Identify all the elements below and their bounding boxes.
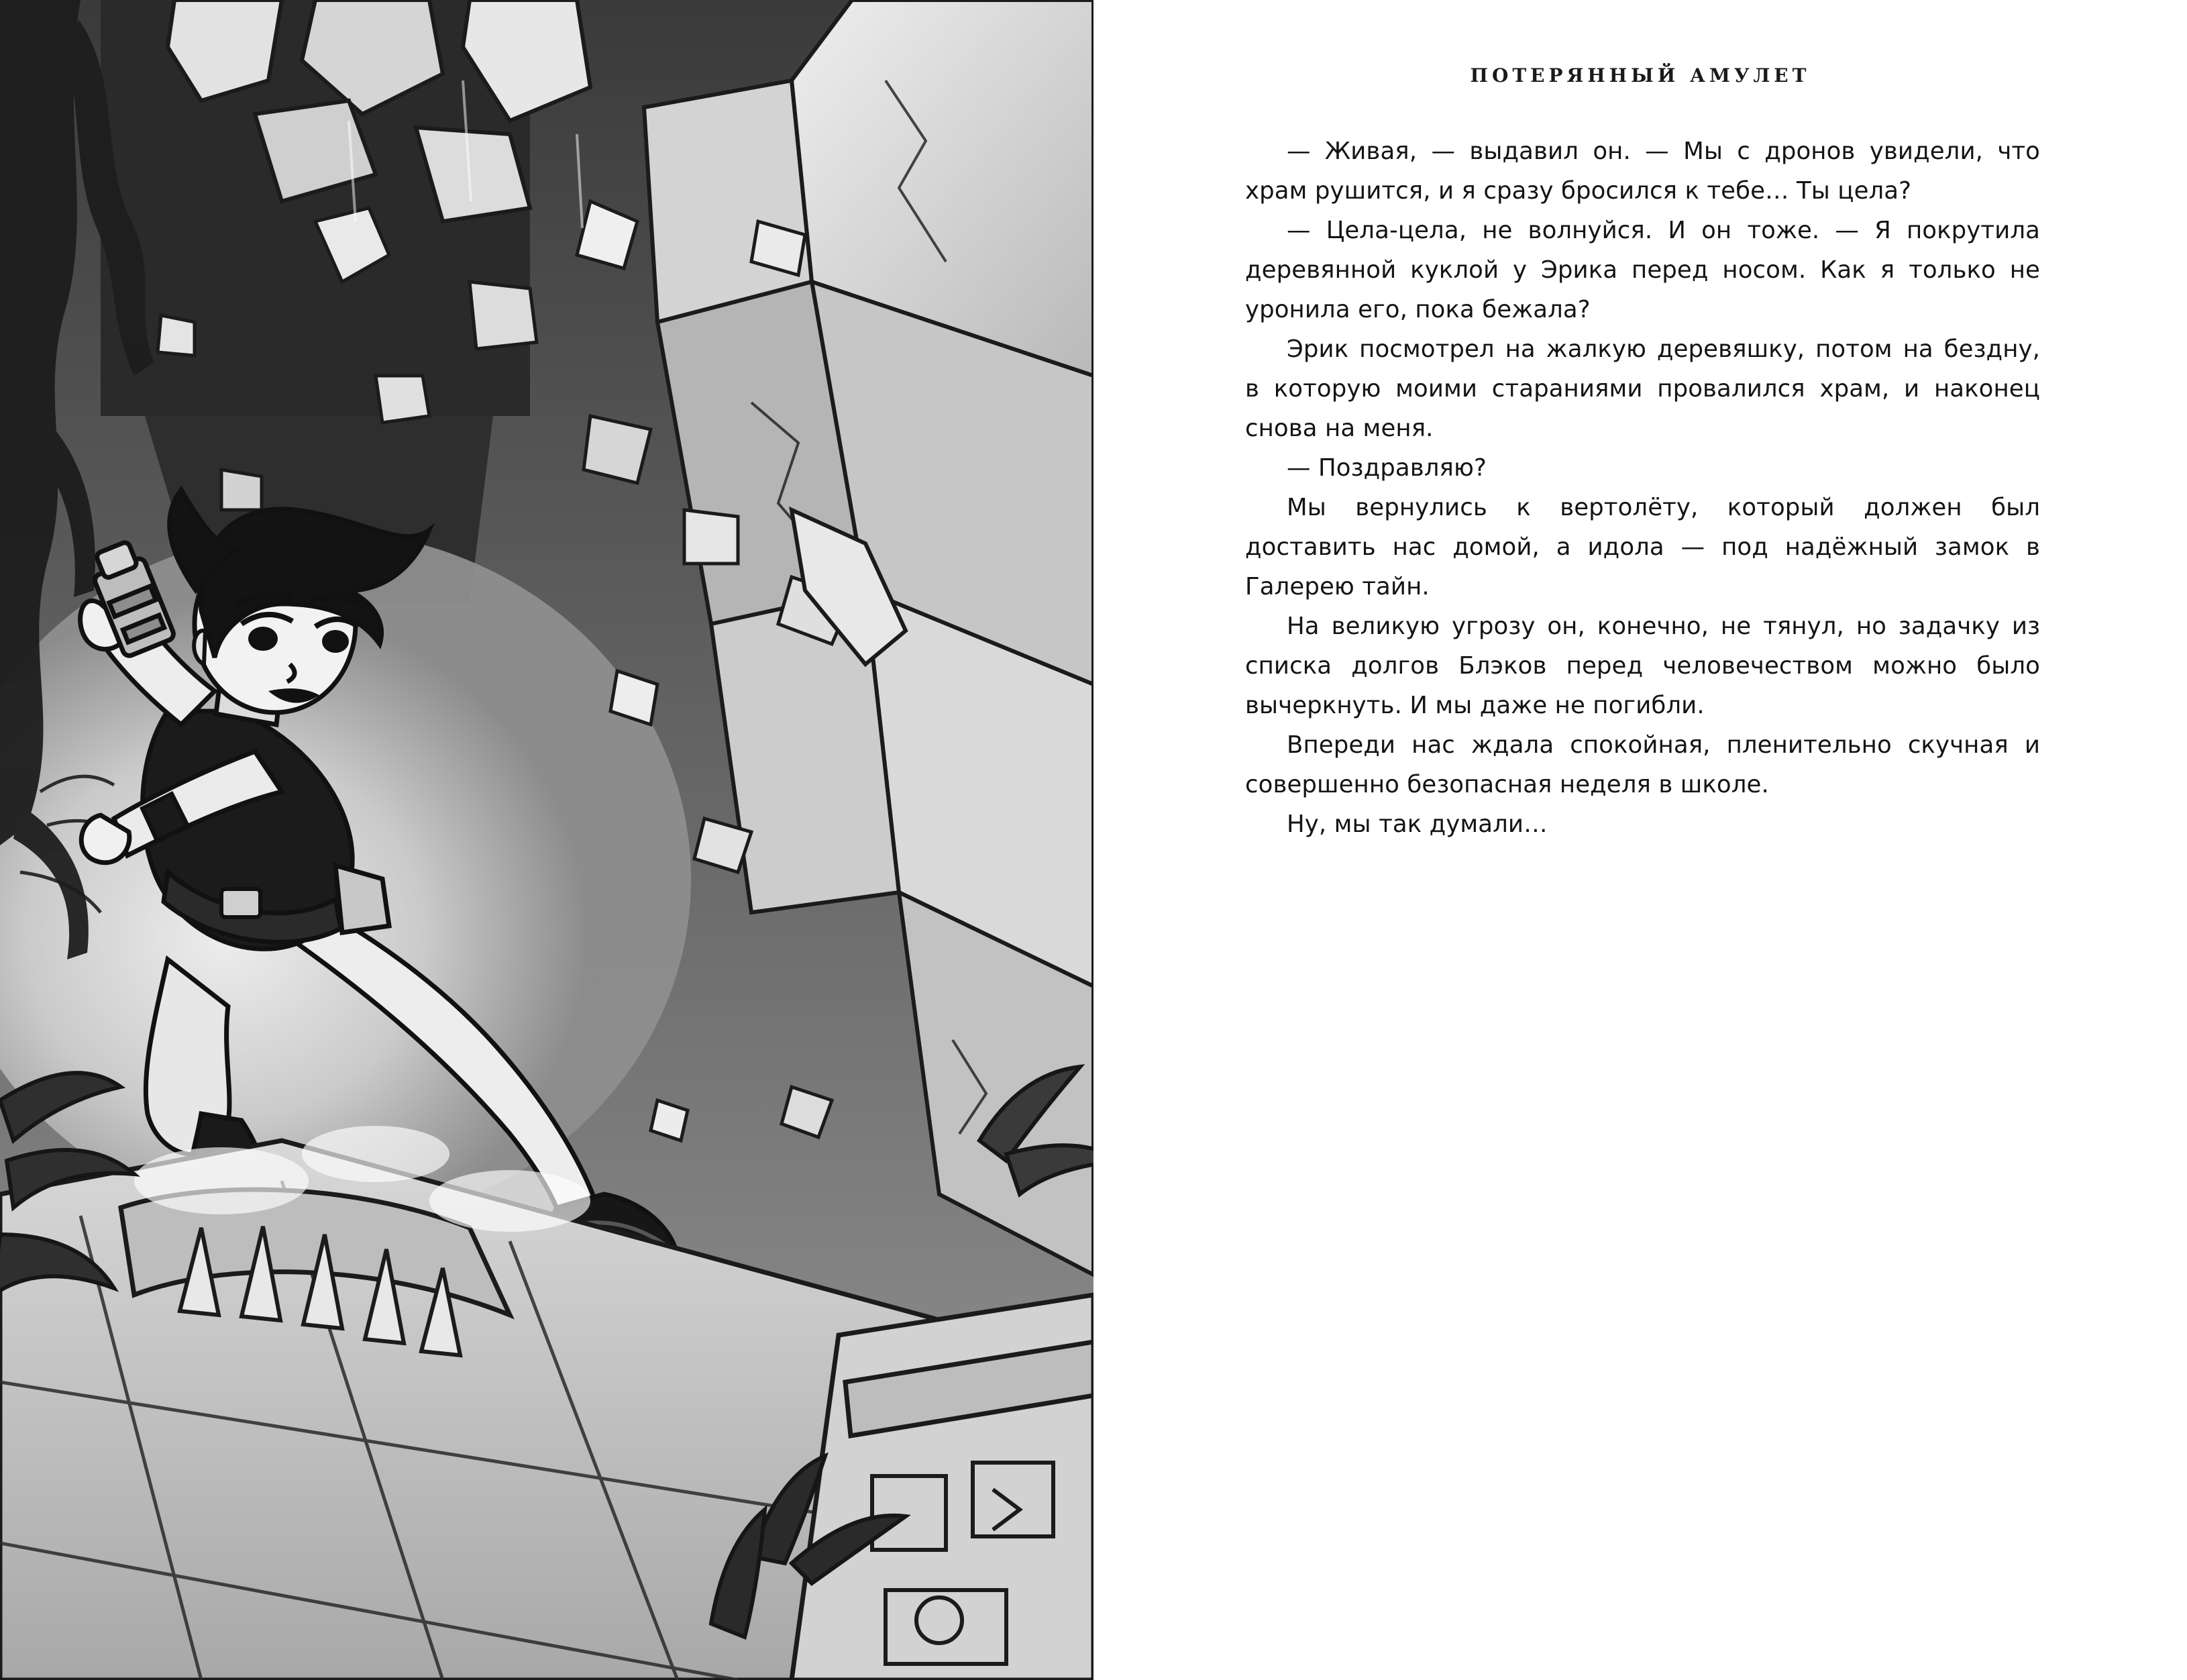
paragraph: — Цела-цела, не волнуйся. И он тоже. — Я покрутила деревянной куклой у Эрика перед носом. Как я только не уронила его, пока бежала?	[1245, 217, 2040, 323]
paragraph: На великую угрозу он, конечно, не тянул, но задачку из списка долгов Блэков перед человечеством можно было вычеркнуть. И мы даже не погибли.	[1245, 613, 2040, 719]
right-page-text	[1094, 0, 2187, 1680]
running-head: ПОТЕРЯННЫЙ АМУЛЕТ	[1470, 64, 1811, 87]
paragraph: Ну, мы так думали…	[1287, 810, 1548, 838]
paragraph: Эрик посмотрел на жалкую деревяшку, потом на бездну, в которую моими стараниями провалился храм, и наконец снова на меня.	[1245, 335, 2040, 442]
paragraph: Мы вернулись к вертолёту, который должен был доставить нас домой, а идола — под надёжный замок в Галерею тайн.	[1245, 494, 2040, 600]
paragraph: Впереди нас ждала спокойная, пленительно скучная и совершенно безопасная неделя в школе.	[1245, 731, 2040, 798]
paragraph: — Живая, — выдавил он. — Мы с дронов увидели, что храм рушится, и я сразу бросился к тебе… Ты цела?	[1245, 138, 2040, 205]
paragraph: — Поздравляю?	[1287, 454, 1487, 482]
body-text	[1245, 132, 2040, 844]
